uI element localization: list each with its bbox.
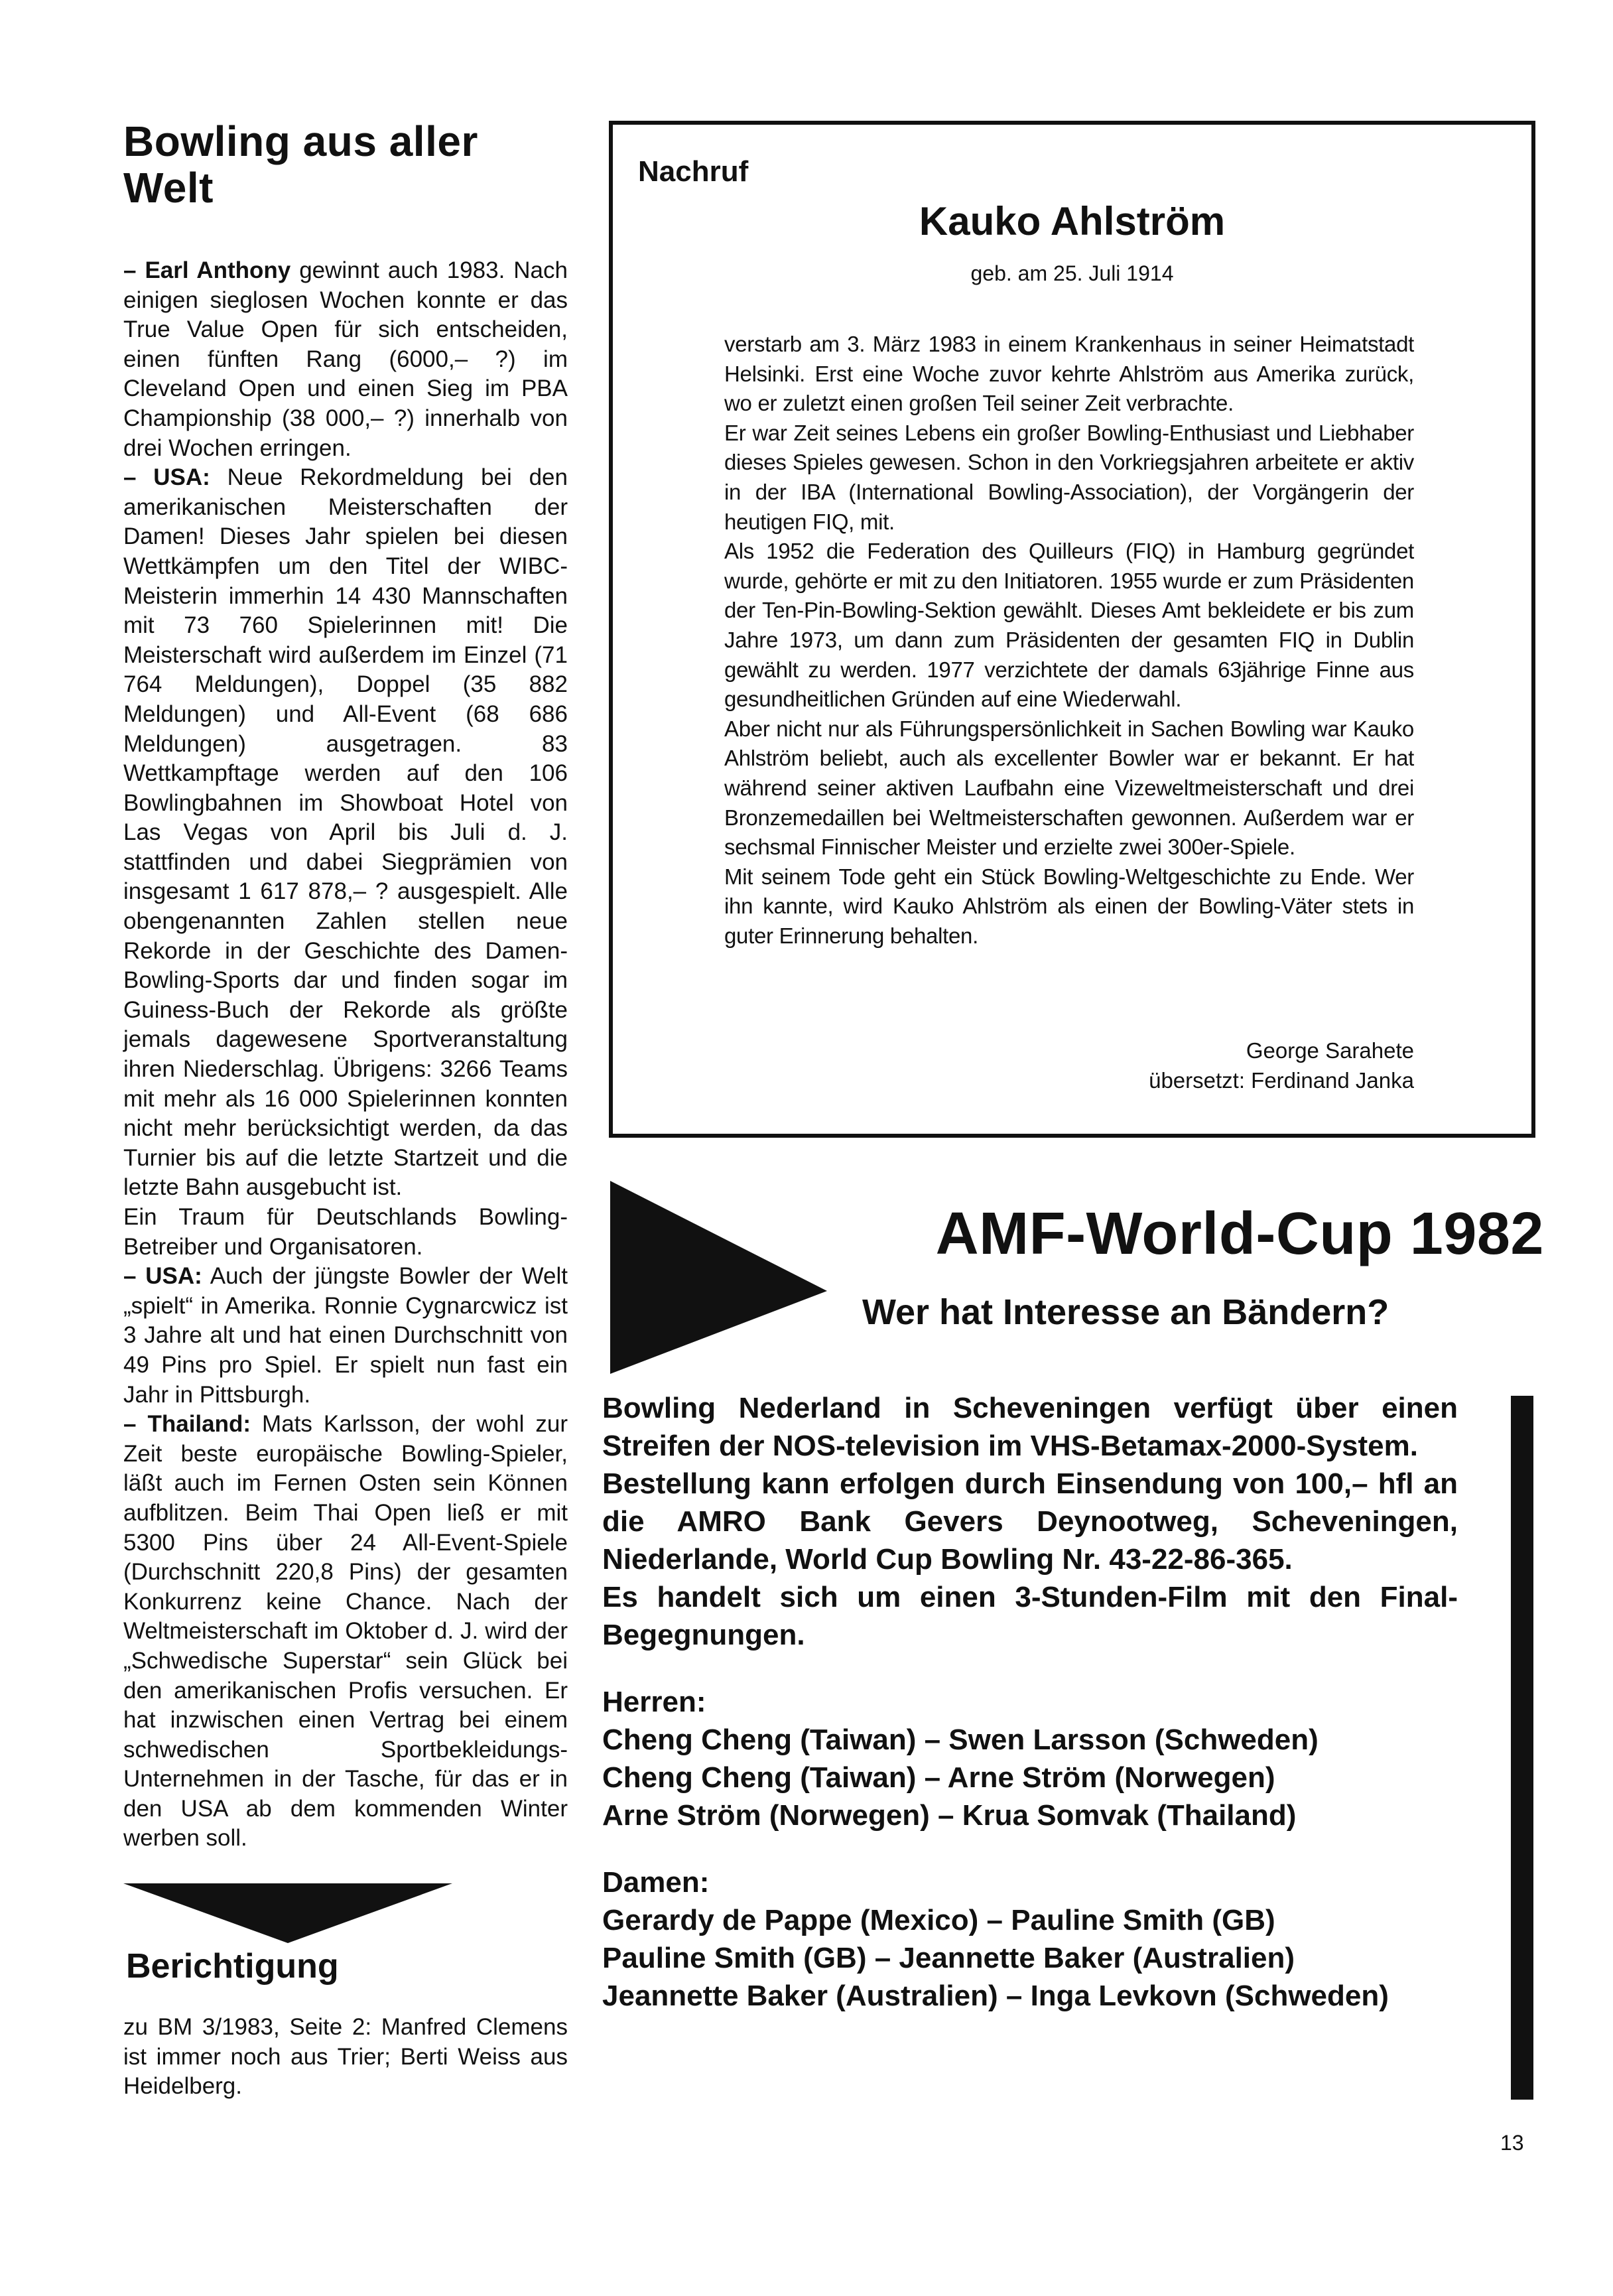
damen-match: Gerardy de Pappe (Mexico) – Pauline Smith (GB) — [602, 1904, 1275, 1936]
obituary-label: Nachruf — [638, 155, 749, 188]
herren-match: Cheng Cheng (Taiwan) – Arne Ström (Norwegen) — [602, 1761, 1275, 1794]
news-item-lead: – Thailand: — [123, 1411, 251, 1438]
obituary-signature — [929, 1036, 1414, 1095]
herren-match: Arne Ström (Norwegen) – Krua Somvak (Thailand) — [602, 1799, 1297, 1832]
obituary-birth-date: geb. am 25. Juli 1914 — [970, 261, 1174, 285]
news-item-text: gewinnt auch 1983. Nach einigen sieglosen Wochen konnte er das True Value Open für sich entscheiden, einen fünften Rang (6000,– ?) im Cleveland Open und einen Sieg im PBA Championship (38 000,– ?) innerhalb von drei Wochen erringen. — [123, 257, 568, 461]
damen-heading: Damen: — [602, 1866, 710, 1899]
vertical-black-bar — [1511, 1396, 1533, 2100]
title-line-2: Welt — [123, 164, 214, 212]
right-triangle-icon — [610, 1181, 827, 1374]
news-item-text: Mats Karlsson, der wohl zur Zeit beste europäische Bowling-Spieler, läßt auch im Fernen Osten sein Können aufblitzen. Beim Thai Open ließ er mit 5300 Pins über 24 All-Event-Spiele (Durchschnitt 220,8 Pins) der gesamten Konkurrenz keine Chance. Nach der Weltmeisterschaft im Oktober d. J. wird der „Schwedische Superstar“ sein Glück bei den amerikanischen Profis versuchen. Er hat inzwischen einen Vertrag bei einem schwedischen Sportbekleidungs-Unternehmen in der Tasche, für das er in den USA ab dem kommenden Winter werben soll. — [123, 1411, 568, 1852]
obituary-paragraph: Als 1952 die Federation des Quilleurs (FIQ) in Hamburg gegründet wurde, gehörte er mit zu den Initiatoren. 1955 wurde er zum Präsidenten der Ten-Pin-Bowling-Sektion gewählt. Dieses Amt bekleidete er bis zum Jahre 1973, um dann zum Präsidenten der gesamten FIQ in Dublin gewählt zu werden. 1977 verzichtete der damals 63jährige Finne aus gesundheitlichen Gründen auf eine Wiederwahl. — [724, 539, 1414, 712]
news-article-body — [123, 256, 568, 1854]
title-line-1: Bowling aus aller — [123, 117, 478, 165]
amf-paragraph: Es handelt sich um einen 3-Stunden-Film mit den Final-Begegnungen. — [602, 1581, 1458, 1651]
news-item-text: Ein Traum für Deutschlands Bowling-Betreiber und Organisatoren. — [123, 1204, 568, 1260]
obituary-body — [724, 330, 1414, 951]
news-item-lead: – Earl Anthony — [123, 257, 291, 283]
spacer — [602, 1834, 1458, 1863]
obituary-paragraph: Mit seinem Tode geht ein Stück Bowling-Weltgeschichte zu Ende. Wer ihn kannte, wird Kauko Ahlström als einen der Bowling-Väter stets in guter Erinnerung behalten. — [724, 864, 1414, 948]
news-item-text: Auch der jüngste Bowler der Welt „spielt“ in Amerika. Ronnie Cygnarcwicz ist 3 Jahre alt und hat einen Durchschnitt von 49 Pins pro Spiel. Er spielt nun fast ein Jahr in Pittsburgh. — [123, 1263, 568, 1408]
amf-subtitle: Wer hat Interesse an Bändern? — [862, 1292, 1389, 1332]
obituary-paragraph: verstarb am 3. März 1983 in einem Krankenhaus in seiner Heimatstadt Helsinki. Erst eine Woche zuvor kehrte Ahlström aus Amerika zurück, wo er zuletzt einen großen Teil seiner Zeit verbrachte. — [724, 332, 1414, 416]
article-title-bowling-aus-aller-welt — [123, 118, 588, 211]
berichtigung-heading: Berichtigung — [126, 1947, 339, 1986]
amf-world-cup-title: AMF-World-Cup 1982 — [935, 1201, 1544, 1267]
news-item-dream — [123, 1203, 568, 1262]
amf-body — [602, 1389, 1458, 2015]
news-item-lead: – USA: — [123, 464, 210, 491]
herren-heading: Herren: — [602, 1686, 706, 1718]
obituary-paragraph: Er war Zeit seines Lebens ein großer Bowling-Enthusiast und Liebhaber dieses Spieles gewesen. Schon in den Vorkriegsjahren arbeitete er aktiv in der IBA (International Bowling-Association), der Vorgängerin der heutigen FIQ, mit. — [724, 420, 1414, 534]
herren-match: Cheng Cheng (Taiwan) – Swen Larsson (Schweden) — [602, 1723, 1319, 1756]
berichtigung-text: zu BM 3/1983, Seite 2: Manfred Clemens ist immer noch aus Trier; Berti Weiss aus Heidelberg. — [123, 2014, 568, 2100]
obituary-translator: übersetzt: Ferdinand Janka — [1149, 1067, 1414, 1093]
page-number: 13 — [1500, 2131, 1524, 2155]
amf-paragraph: Bowling Nederland in Scheveningen verfügt über einen Streifen der NOS-television im VHS-Betamax-2000-System. — [602, 1392, 1458, 1462]
damen-match: Pauline Smith (GB) – Jeannette Baker (Australien) — [602, 1942, 1295, 1974]
obituary-author: George Sarahete — [1246, 1038, 1414, 1063]
news-item-earl-anthony — [123, 256, 568, 463]
obituary-name: Kauko Ahlström — [919, 199, 1226, 243]
news-item-thailand — [123, 1410, 568, 1854]
amf-paragraph: Bestellung kann erfolgen durch Einsendung von 100,– hfl an die AMRO Bank Gevers Deynootweg, Scheveningen, Niederlande, World Cup Bowling Nr. 43-22-86-365. — [602, 1467, 1458, 1576]
news-item-text: Neue Rekordmeldung bei den amerikanischen Meisterschaften der Damen! Dieses Jahr spielen bei diesen Wettkämpfen um den Titel der WIBC-Meisterin immerhin 14 430 Mannschaften mit 73 760 Spielerinnen mit! Die Meisterschaft wird außerdem im Einzel (71 764 Meldungen), Doppel (35 882 Meldungen) und All-Event (68 686 Meldungen) ausgetragen. 83 Wettkampftage werden auf den 106 Bowlingbahnen im Showboat Hotel von Las Vegas von April bis Juli d. J. stattfinden und dabei Siegprämien von insgesamt 1 617 878,– ? ausgespielt. Alle obengenannten Zahlen stellen neue Rekorde in der Geschichte des Damen-Bowling-Sports dar und finden sogar im Guiness-Buch der Rekorde als größte jemals dagewesene Sportveranstaltung ihren Niederschlag. Übrigens: 3266 Teams mit mehr als 16 000 Spielerinnen konnten nicht mehr berücksichtigt werden, da das Turnier bis auf die letzte Startzeit und die letzte Bahn ausgebucht ist. — [123, 464, 568, 1201]
damen-match: Jeannette Baker (Australien) – Inga Levkovn (Schweden) — [602, 1980, 1389, 2012]
news-item-lead: – USA: — [123, 1263, 202, 1290]
spacer — [602, 1654, 1458, 1683]
news-item-usa-youngest — [123, 1262, 568, 1410]
obituary-paragraph: Aber nicht nur als Führungspersönlichkeit in Sachen Bowling war Kauko Ahlström beliebt, auch als excellenter Bowler war er bekannt. Er hat während seiner aktiven Laufbahn eine Vizeweltmeisterschaft und drei Bronzemedaillen bei Weltmeisterschaften gewonnen. Außerdem war er sechsmal Finnischer Meister und erzielte zwei 300er-Spiele. — [724, 716, 1414, 860]
down-triangle-icon — [123, 1883, 452, 1943]
news-item-usa-records — [123, 463, 568, 1203]
